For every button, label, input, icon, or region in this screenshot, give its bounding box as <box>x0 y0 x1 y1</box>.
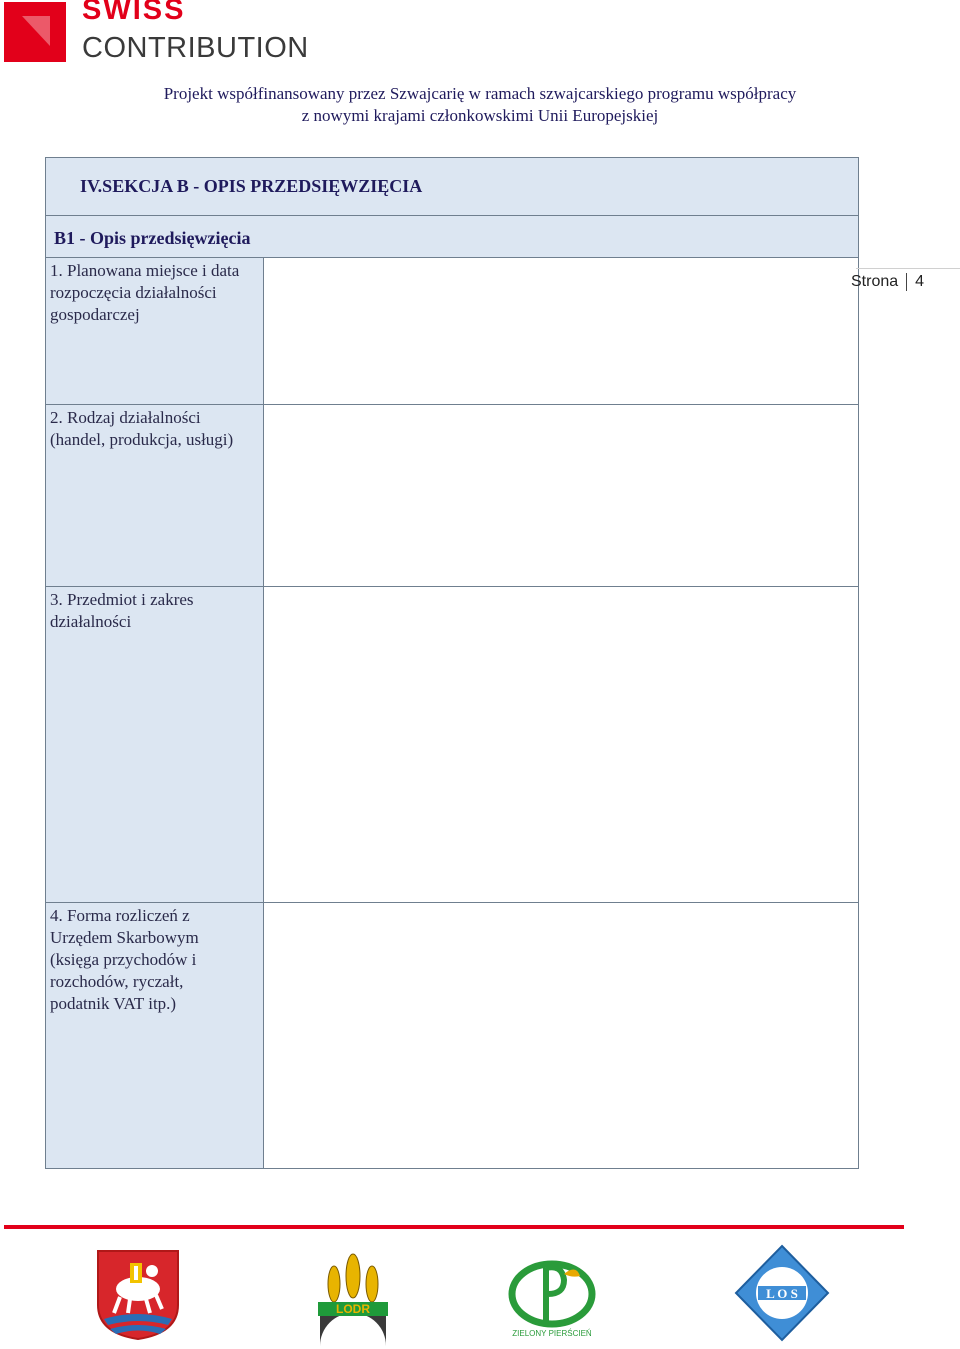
logo-swiss-text: SWISS <box>82 0 186 26</box>
coat-of-arms-icon <box>96 1249 180 1341</box>
row-3-label: 3. Przedmiot i zakres działalności <box>50 590 194 631</box>
row-2-answer-field[interactable] <box>264 405 858 587</box>
row-3-answer-field[interactable] <box>264 587 858 903</box>
page-number-rule <box>856 268 960 269</box>
header-line-2: z nowymi krajami członkowskimi Unii Europejskiej <box>301 106 659 125</box>
lodr-logo <box>314 1246 392 1346</box>
row-3-label-cell <box>46 587 264 903</box>
page-number <box>851 273 924 291</box>
los-logo <box>734 1244 830 1342</box>
row-2-label: 2. Rodzaj działalności (handel, produkcja, usługi) <box>50 408 234 449</box>
row-1-answer-field[interactable] <box>264 258 858 405</box>
zielony-pierscien-text: ZIELONY PIERŚCIEŃ <box>512 1329 592 1338</box>
swiss-cross-square <box>4 2 66 62</box>
logo-contribution-text: CONTRIBUTION <box>82 32 309 64</box>
row-1-label: 1. Planowana miejsce i data rozpoczęcia działalności gospodarczej <box>50 261 240 324</box>
row-4-label: 4. Forma rozliczeń z Urzędem Skarbowym (księga przychodów i rozchodów, ryczałt, podatnik VAT itp.) <box>50 906 199 1013</box>
section-title-bar <box>46 158 858 216</box>
footer-red-line <box>4 1225 904 1229</box>
row-4-answer-field[interactable] <box>264 903 858 1168</box>
project-description-form <box>45 157 859 1169</box>
lodr-logo-text: LODR <box>336 1302 370 1316</box>
page-number-value: 4 <box>915 273 925 291</box>
swiss-contribution-logo <box>4 0 324 70</box>
row-2-label-cell <box>46 405 264 587</box>
los-logo-text: L O S <box>766 1286 798 1301</box>
page-label: Strona <box>851 273 899 291</box>
row-1-label-cell <box>46 258 264 405</box>
subsection-title-bar <box>46 216 858 258</box>
row-4-label-cell <box>46 903 264 1168</box>
subsection-title: B1 - Opis przedsięwzięcia <box>54 228 251 248</box>
page-separator <box>906 273 907 291</box>
zielony-pierscien-logo <box>506 1254 598 1344</box>
header-line-1: Projekt współfinansowany przez Szwajcarię w ramach szwajcarskiego programu współpracy <box>163 84 797 103</box>
section-title: IV.SEKCJA B - OPIS PRZEDSIĘWZIĘCIA <box>80 176 423 196</box>
